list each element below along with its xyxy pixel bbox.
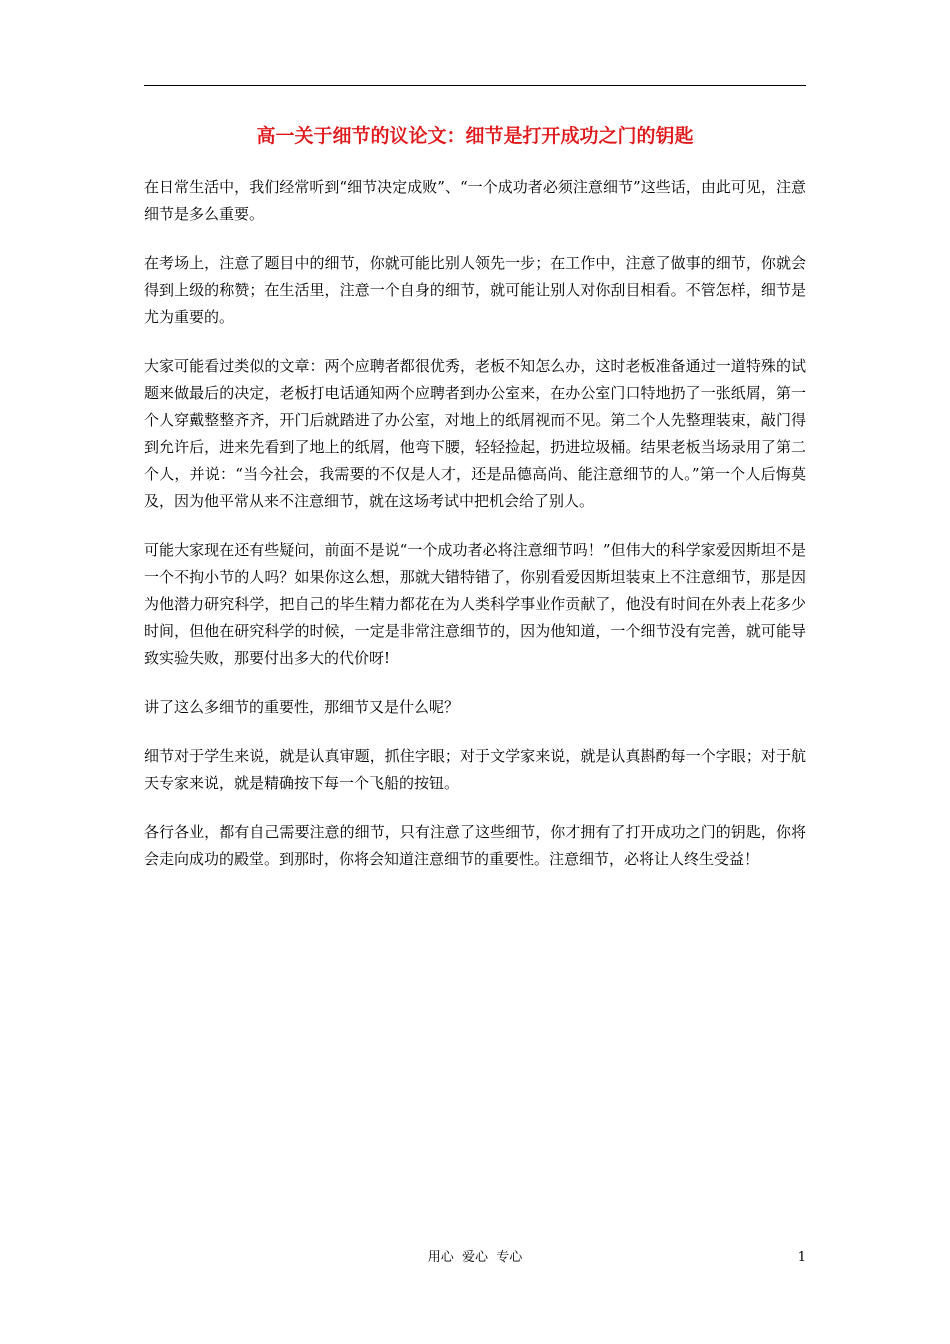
paragraph-5: 讲了这么多细节的重要性，那细节又是什么呢？ — [144, 698, 460, 716]
paragraph-7: 各行各业，都有自己需要注意的细节，只有注意了这些细节，你才拥有了打开成功之门的钥匙，你将会走向成功的殿堂。到那时，你将会知道注意细节的重要性。注意细节，必将让人终生受益！ — [144, 823, 806, 868]
footer-slogan: 用心 爱心 专心 — [427, 1250, 523, 1265]
document-body — [144, 174, 806, 895]
paragraph-1: 在日常生活中，我们经常听到“细节决定成败”、“一个成功者必须注意细节”这些话，由此可见，注意细节是多么重要。 — [144, 178, 806, 223]
header-rule — [144, 85, 806, 86]
paragraph-6: 细节对于学生来说，就是认真审题，抓住字眼；对于文学家来说，就是认真斟酌每一个字眼；对于航天专家来说，就是精确按下每一个飞船的按钮。 — [144, 747, 806, 792]
document-title: 高一关于细节的议论文：细节是打开成功之门的钥匙 — [256, 125, 694, 147]
paragraph-4: 可能大家现在还有些疑问，前面不是说“一个成功者必将注意细节吗！”但伟大的科学家爱因斯坦不是一个不拘小节的人吗？如果你这么想，那就大错特错了，你别看爱因斯坦装束上不注意细节，那是因为他潜力研究科学，把自己的毕生精力都花在为人类科学事业作贡献了，他没有时间在外表上花多少时间，但他在研究科学的时候，一定是非常注意细节的，因为他知道，一个细节没有完善，就可能导致实验失败，那要付出多大的代价呀! — [144, 541, 806, 667]
page-number: 1 — [797, 1250, 806, 1265]
paragraph-3: 大家可能看过类似的文章：两个应聘者都很优秀，老板不知怎么办，这时老板准备通过一道特殊的试题来做最后的决定，老板打电话通知两个应聘者到办公室来，在办公室门口特地扔了一张纸屑，第一个人穿戴整整齐齐，开门后就踏进了办公室，对地上的纸屑视而不见。第二个人先整理装束，敲门得到允许后，进来先看到了地上的纸屑，他弯下腰，轻轻捡起，扔进垃圾桶。结果老板当场录用了第二个人，并说：“当今社会，我需要的不仅是人才，还是品德高尚、能注意细节的人。”第一个人后悔莫及，因为他平常从来不注意细节，就在这场考试中把机会给了别人。 — [144, 357, 806, 510]
paragraph-2: 在考场上，注意了题目中的细节，你就可能比别人领先一步；在工作中，注意了做事的细节，你就会得到上级的称赞；在生活里，注意一个自身的细节，就可能让别人对你刮目相看。不管怎样，细节是尤为重要的。 — [144, 254, 806, 326]
